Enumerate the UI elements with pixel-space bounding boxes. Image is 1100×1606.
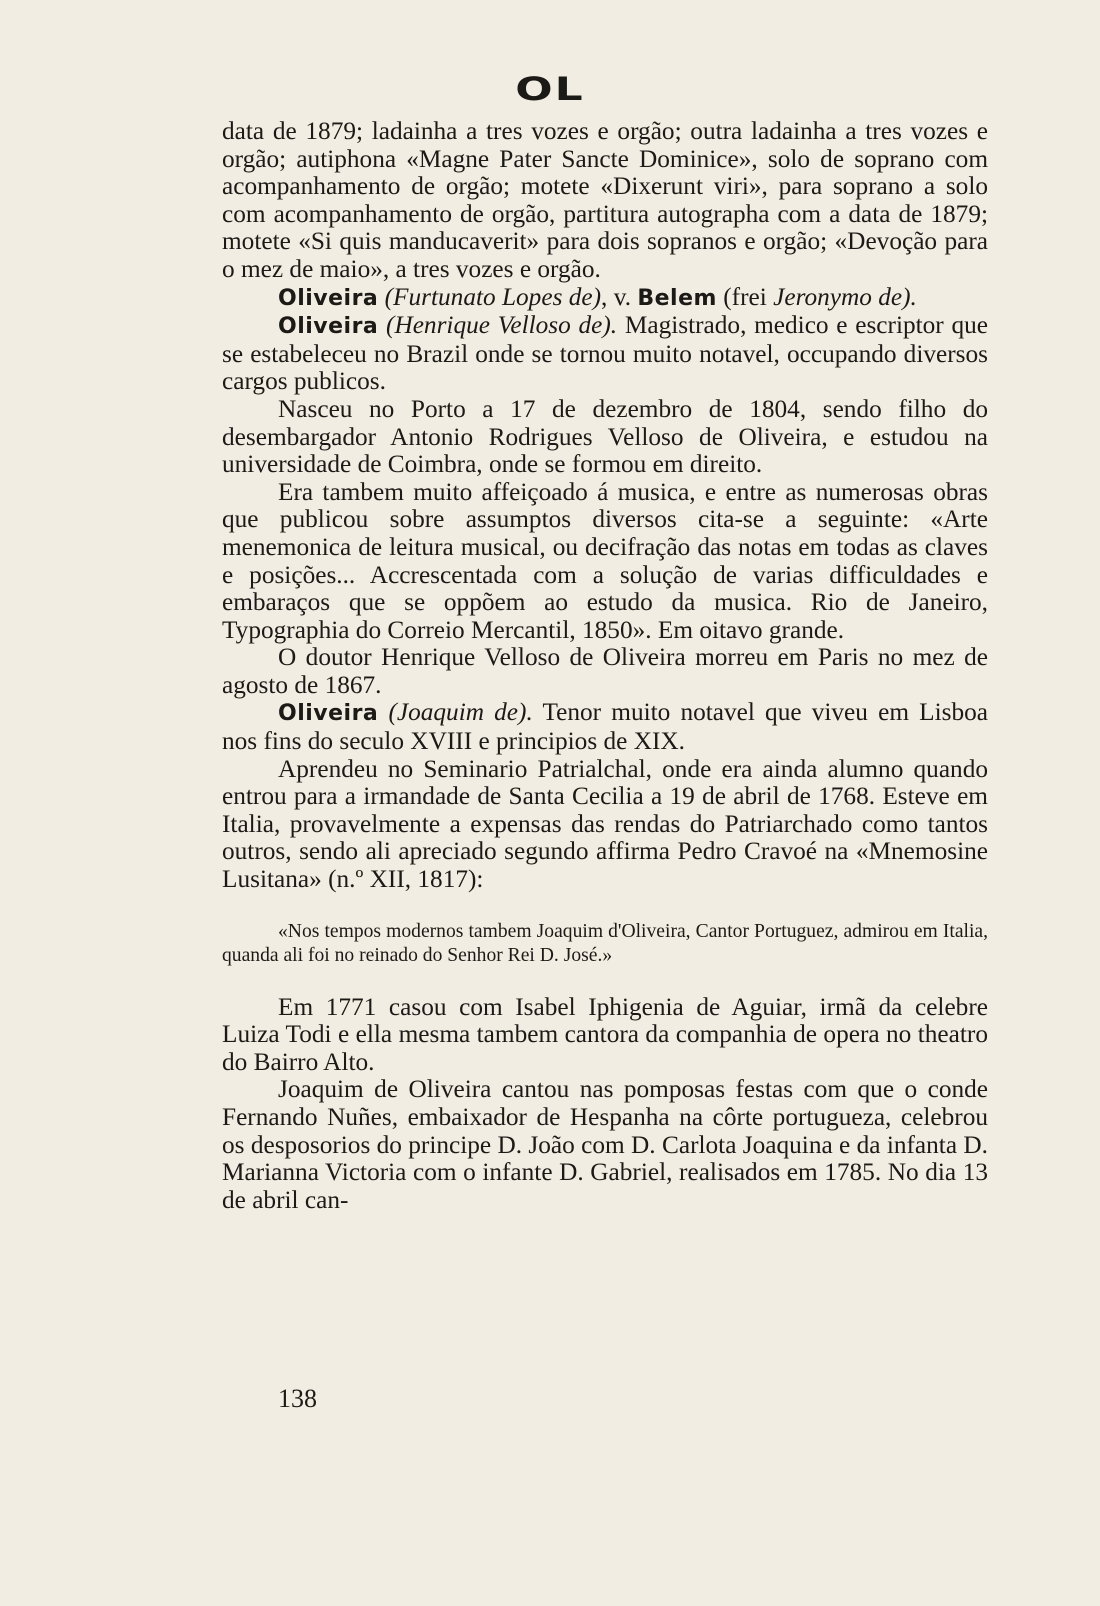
text-run: Magistrado, medico e escriptor que se estabeleceu no Brazil onde se tornou muito notavel, occupando diversos cargos publicos. bbox=[222, 311, 988, 396]
text-run: O doutor Henrique Velloso de Oliveira morreu em Paris no mez de agosto de 1867. bbox=[222, 643, 988, 699]
paragraph bbox=[222, 644, 988, 699]
italic-text: (Henrique Velloso de). bbox=[386, 311, 618, 340]
paragraph bbox=[222, 756, 988, 894]
paragraph bbox=[222, 699, 988, 755]
page-text bbox=[222, 118, 988, 1214]
page-number: 138 bbox=[278, 1384, 317, 1413]
paragraph bbox=[222, 312, 988, 396]
paragraph bbox=[222, 396, 988, 479]
text-run: Tenor muito notavel que viveu em Lisboa nos fins do seculo XVIII e principios de XIX. bbox=[222, 698, 988, 756]
paragraph bbox=[222, 994, 988, 1077]
text-run: data de 1879; ladainha a tres vozes e orgão; outra ladainha a tres vozes e orgão; autiphona «Magne Pater Sancte Dominice», solo de soprano com acompanhamento de orgão; motete «Dixerunt viri», para soprano a solo com acompanhamento de orgão, partitura autographa com a data de 1879; motete «Si quis manducaverit» para dois sopranos e orgão; «Devoção para o mez de maio», a tres vozes e orgão. bbox=[222, 117, 988, 283]
text-run: «Nos tempos modernos tambem Joaquim d'Oliveira, Cantor Portuguez, admirou em Italia, quanda ali foi no reinado do Senhor Rei D. José.» bbox=[222, 920, 988, 966]
running-header: OL bbox=[515, 71, 585, 108]
italic-text: (Furtunato Lopes de) bbox=[384, 282, 602, 311]
italic-text: (Joaquim de). bbox=[388, 698, 533, 727]
paragraph bbox=[222, 118, 988, 284]
text-run: Joaquim de Oliveira cantou nas pomposas festas com que o conde Fernando Nuñes, embaixador de Hespanha na côrte portugueza, celebrou os desposorios do principe D. João com D. Carlota Joaquina e da infanta D. Marianna Victoria com o infante D. Gabriel, realisados em 1785. No dia 13 de abril can- bbox=[222, 1075, 988, 1214]
text-run bbox=[378, 311, 386, 339]
entry-heading: Oliveira bbox=[278, 701, 379, 727]
entry-heading: Belem bbox=[637, 285, 717, 311]
block-quote bbox=[222, 920, 988, 968]
entry-heading: Oliveira bbox=[278, 285, 379, 311]
text-run bbox=[378, 698, 388, 726]
paragraph bbox=[222, 284, 988, 313]
text-run: Em 1771 casou com Isabel Iphigenia de Aguiar, irmã da celebre Luiza Todi e ella mesma tambem cantora da companhia de opera no theatro do Bairro Alto. bbox=[222, 992, 988, 1076]
text-run: , v. bbox=[601, 282, 638, 311]
italic-text: Jeronymo de). bbox=[773, 282, 917, 311]
text-run: Nasceu no Porto a 17 de dezembro de 1804, sendo filho do desembargador Antonio Rodrigues Velloso de Oliveira, e estudou na universidade de Coimbra, onde se formou em direito. bbox=[222, 394, 988, 479]
paragraph bbox=[222, 1076, 988, 1214]
paragraph bbox=[222, 479, 988, 645]
entry-heading: Oliveira bbox=[278, 314, 379, 340]
text-run: (frei bbox=[716, 282, 774, 311]
text-run: Era tambem muito affeiçoado á musica, e entre as numerosas obras que publicou sobre assumptos diversos cita-se a seguinte: «Arte menemonica de leitura musical, ou decifração das notas em todas as claves e posições... Accrescentada com a solução de varias difficuldades e embaraços que se oppõem ao estudo da musica. Rio de Janeiro, Typographia do Correio Mercantil, 1850». Em oitavo grande. bbox=[222, 477, 988, 644]
text-run: Aprendeu no Seminario Patrialchal, onde era ainda alumno quando entrou para a irmandade de Santa Cecilia a 19 de abril de 1768. Esteve em Italia, provavelmente a expensas das rendas do Patriarchado como tantos outros, sendo ali apreciado segundo affirma Pedro Cravoé na «Mnemosine Lusitana» (n.º XII, 1817): bbox=[222, 754, 988, 894]
